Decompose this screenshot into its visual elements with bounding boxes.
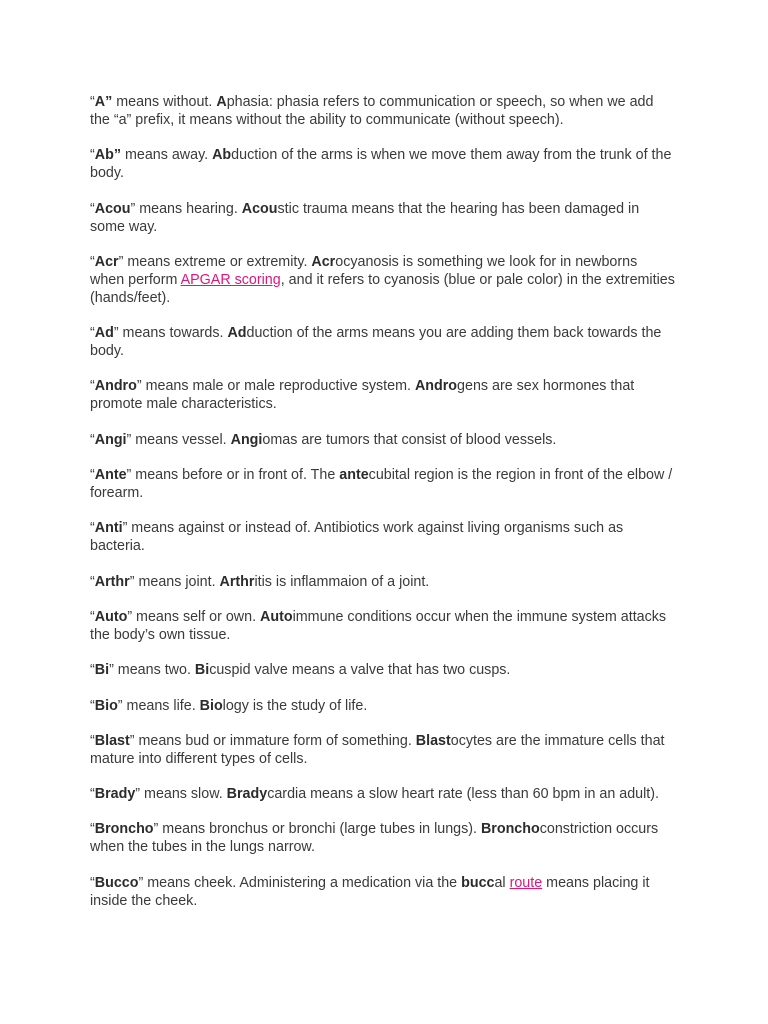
entry-acr [90, 253, 675, 307]
prefix-term: Ante [94, 467, 127, 484]
example-term-prefix: Arthr [219, 573, 255, 590]
entry-acou [90, 200, 675, 236]
entry-text: “ [90, 608, 95, 625]
entry-text: “ [90, 325, 95, 342]
entry-auto [90, 608, 675, 644]
example-term-prefix: Bi [194, 662, 210, 679]
entry-text: ” means joint. [129, 573, 220, 590]
entry-text: “ [90, 786, 95, 803]
entry-text: ocyanosis is something we look for in newborns when perform [90, 253, 638, 288]
entry-text: means without. [112, 94, 217, 110]
entry-text: phasia: phasia refers to communication or speech, so when we add the “a” prefix, it means without the ability to communicate (without speech). [90, 94, 654, 128]
example-term-prefix: Acr [311, 253, 336, 270]
entry-text: ” means self or own. [127, 608, 261, 625]
entry-text: “ [90, 821, 95, 838]
prefix-term: Brady [94, 786, 136, 803]
prefix-term: Andro [94, 378, 137, 395]
entry-text: ” means bud or immature form of something. [129, 732, 416, 749]
entry-text: gens are sex hormones that promote male characteristics. [90, 378, 635, 413]
entry-ante [90, 466, 675, 502]
entry-text: “ [90, 520, 95, 537]
entry-text: “ [90, 200, 95, 217]
entry-text: “ [90, 662, 95, 679]
example-term-prefix: Ab [212, 147, 232, 164]
prefix-term: Bio [94, 697, 118, 714]
entry-text: “ [90, 874, 95, 891]
entry-text: constriction occurs when the tubes in the lungs narrow. [90, 821, 659, 856]
prefix-term: Angi [94, 431, 127, 448]
entry-text: ” means two. [109, 662, 195, 679]
entry-ab [90, 146, 675, 182]
prefix-term: Broncho [94, 821, 154, 838]
example-term-prefix: ante [339, 467, 369, 484]
prefix-term: Bucco [94, 874, 139, 891]
entry-text: itis is inflammaion of a joint. [254, 573, 430, 590]
prefix-term: Bi [94, 662, 110, 679]
entry-arthr [90, 573, 675, 591]
entry-broncho [90, 820, 675, 856]
prefix-term: Anti [94, 520, 123, 537]
entry-text: “ [90, 573, 95, 590]
entry-text: “ [90, 94, 95, 110]
entry-text: ” means before or in front of. The [126, 467, 340, 484]
entry-text: cardia means a slow heart rate (less than 60 bpm in an adult). [267, 786, 659, 803]
example-term-prefix: Blast [415, 732, 451, 749]
entry-text: ” means towards. [113, 325, 228, 342]
entry-bio [90, 697, 675, 715]
entry-text: ” means cheek. Administering a medication via the [138, 874, 462, 891]
example-term-prefix: Ad [227, 325, 247, 342]
prefix-term: Acou [94, 200, 131, 217]
entry-text: , and it refers to cyanosis (blue or pale color) in the extremities (hands/feet). [90, 271, 675, 306]
example-term-prefix: Acou [241, 200, 278, 217]
example-term-prefix: Angi [230, 431, 263, 448]
example-term-prefix: Andro [414, 378, 458, 395]
route-link[interactable]: route [509, 874, 543, 891]
entry-text: ocytes are the immature cells that mature into different types of cells. [90, 732, 665, 767]
entry-text: means away. [120, 147, 213, 164]
entry-blast [90, 732, 675, 768]
example-term-prefix: Broncho [480, 821, 540, 838]
entry-text: “ [90, 431, 95, 448]
entry-text: “ [90, 253, 95, 270]
entry-text: ” means hearing. [130, 200, 242, 217]
entry-text: means placing it inside the cheek. [90, 874, 650, 909]
entry-text: ” means against or instead of. Antibiotics work against living organisms such as bacteria. [90, 520, 624, 555]
example-term-prefix: A [216, 94, 227, 110]
example-term-prefix: Bio [199, 697, 223, 714]
entry-text: immune conditions occur when the immune system attacks the body’s own tissue. [90, 608, 667, 643]
prefix-term: Acr [94, 253, 119, 270]
prefix-term: Auto [94, 608, 128, 625]
entry-bi [90, 661, 675, 679]
example-term-prefix: Auto [260, 608, 293, 625]
entry-text: logy is the study of life. [222, 697, 368, 714]
entry-text: ” means slow. [135, 786, 227, 803]
entry-text: “ [90, 732, 95, 749]
prefix-term: Arthr [94, 573, 130, 590]
entry-text: stic trauma means that the hearing has been damaged in some way. [90, 200, 640, 235]
document-page [90, 93, 675, 927]
prefix-term: Ab” [94, 147, 121, 164]
entry-text: “ [90, 147, 95, 164]
entry-anti [90, 519, 675, 555]
entry-andro [90, 377, 675, 413]
entry-text: ” means bronchus or bronchi (large tubes in lungs). [153, 821, 481, 838]
example-term-prefix: bucc [461, 874, 495, 891]
entry-text: cubital region is the region in front of the elbow / forearm. [90, 467, 673, 502]
entry-bucco [90, 874, 675, 910]
entry-brady [90, 785, 675, 803]
entry-text: ” means extreme or extremity. [118, 253, 312, 270]
entry-text: ” means life. [117, 697, 200, 714]
apgar-scoring-link[interactable]: APGAR scoring [180, 271, 281, 288]
entry-text: omas are tumors that consist of blood vessels. [262, 431, 557, 448]
entry-text: ” means male or male reproductive system. [136, 378, 415, 395]
prefix-term: Ad [94, 325, 114, 342]
prefix-term: A” [94, 94, 113, 110]
entry-text: “ [90, 467, 95, 484]
prefix-term: Blast [94, 732, 130, 749]
entry-text: duction of the arms means you are adding them back towards the body. [90, 325, 662, 360]
entry-angi [90, 431, 675, 449]
entry-text: “ [90, 697, 95, 714]
entry-a [90, 93, 675, 129]
entry-text: cuspid valve means a valve that has two cusps. [209, 662, 511, 679]
entry-text: duction of the arms is when we move them away from the trunk of the body. [90, 147, 672, 182]
entry-ad [90, 324, 675, 360]
entry-text: ” means vessel. [126, 431, 231, 448]
example-term-prefix: Brady [226, 786, 268, 803]
entry-text: al [494, 874, 510, 891]
entry-text: “ [90, 378, 95, 395]
